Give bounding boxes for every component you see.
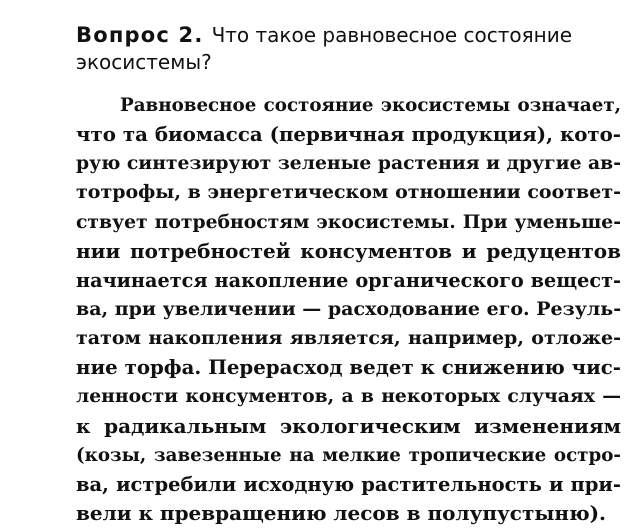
question-text-line-2: экосистемы? — [76, 50, 212, 74]
answer-paragraph — [76, 91, 621, 528]
question-text-line-1: Что такое равновесное состояние — [211, 23, 573, 47]
answer-line-13: (козы, завезенные на мелкие тропические остро- — [76, 444, 621, 466]
answer-line-2: что та биомасса (первичная продукция), кото- — [76, 122, 621, 147]
answer-line-5: ствует потребностям экосистемы. При уменьше- — [76, 210, 621, 233]
answer-line-8: ва, при увеличении — расходование его. Резуль- — [76, 297, 622, 320]
answer-line-7: начинается накопление органического вещест- — [76, 268, 621, 292]
answer-line-9: татом накопления является, например, отложе- — [76, 327, 621, 350]
answer-line-6: нии потребностей консументов и редуцентов — [76, 238, 621, 263]
answer-line-3: рую синтезируют зеленые растения и другие ав- — [76, 152, 621, 175]
answer-line-1: Равновесное состояние экосистемы означает, — [120, 95, 621, 116]
answer-line-10: ние торфа. Перерасход ведет к снижению чис- — [76, 355, 621, 380]
question-heading — [76, 22, 621, 76]
answer-line-11: ленности консументов, а в некоторых случаях — — [76, 385, 621, 408]
answer-line-12: к радикальным экологическим изменениям — [76, 413, 621, 438]
question-number: Вопрос 2. — [76, 23, 204, 47]
answer-line-15: вели к превращению лесов в полупустыню). — [76, 500, 606, 525]
answer-line-4: тотрофы, в энергетическом отношении соответ- — [76, 181, 621, 204]
answer-line-14: ва, истребили исходную растительность и при- — [76, 472, 621, 496]
